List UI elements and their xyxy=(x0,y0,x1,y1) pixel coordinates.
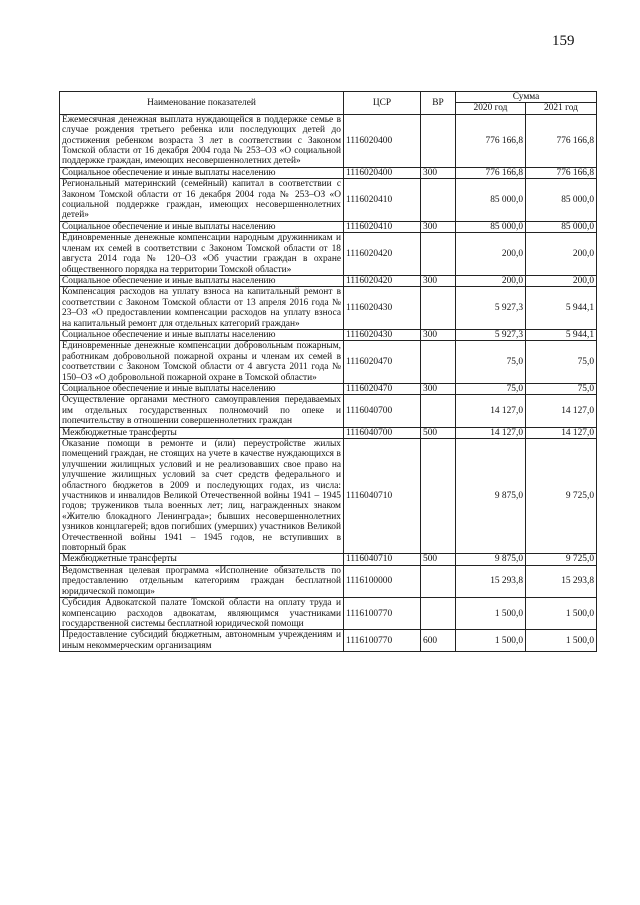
table-row xyxy=(60,630,597,652)
row-csr: 1116020400 xyxy=(344,114,421,167)
row-vr xyxy=(421,287,456,330)
table-row xyxy=(60,395,597,427)
row-sum-2021: 85 000,0 xyxy=(526,221,597,232)
table-row xyxy=(60,167,597,178)
row-name: Социальное обеспечение и иные выплаты населению xyxy=(60,167,344,178)
row-name: Ежемесячная денежная выплата нуждающейся в поддержке семье в случае рождения третьего ребенка или последующих детей до достижения ребенком возраста 3 лет в соответствии с Законом Томской области от 16 декабря 2004 года № 253–ОЗ «О социальной поддержке граждан, имеющих несовершеннолетних детей» xyxy=(60,114,344,167)
row-sum-2021: 5 944,1 xyxy=(526,287,597,330)
table-row xyxy=(60,383,597,394)
row-sum-2020: 75,0 xyxy=(456,341,526,384)
row-name: Субсидия Адвокатской палате Томской области на оплату труда и компенсацию расходов адвокатам, являющимся участниками государственной системы бесплатной юридической помощи xyxy=(60,598,344,630)
row-sum-2021: 1 500,0 xyxy=(526,630,597,652)
row-sum-2020: 14 127,0 xyxy=(456,395,526,427)
row-sum-2020: 9 875,0 xyxy=(456,554,526,565)
row-sum-2021: 75,0 xyxy=(526,341,597,384)
row-sum-2021: 85 000,0 xyxy=(526,179,597,222)
row-sum-2020: 200,0 xyxy=(456,233,526,276)
row-vr: 300 xyxy=(421,329,456,340)
row-sum-2021: 9 725,0 xyxy=(526,554,597,565)
row-vr xyxy=(421,439,456,554)
row-name: Социальное обеспечение и иные выплаты населению xyxy=(60,221,344,232)
row-name: Социальное обеспечение и иные выплаты населению xyxy=(60,383,344,394)
row-sum-2021: 5 944,1 xyxy=(526,329,597,340)
row-sum-2021: 776 166,8 xyxy=(526,167,597,178)
row-csr: 1116020420 xyxy=(344,233,421,276)
row-sum-2021: 75,0 xyxy=(526,383,597,394)
row-vr xyxy=(421,179,456,222)
table-row xyxy=(60,565,597,597)
table-row xyxy=(60,275,597,286)
row-sum-2020: 75,0 xyxy=(456,383,526,394)
row-vr: 500 xyxy=(421,427,456,438)
header-sum: Сумма xyxy=(456,92,597,103)
row-csr: 1116020420 xyxy=(344,275,421,286)
row-name: Социальное обеспечение и иные выплаты населению xyxy=(60,329,344,340)
row-vr xyxy=(421,341,456,384)
row-csr: 1116040700 xyxy=(344,427,421,438)
row-csr: 1116020470 xyxy=(344,383,421,394)
header-name: Наименование показателей xyxy=(60,92,344,115)
table-row xyxy=(60,221,597,232)
row-vr xyxy=(421,114,456,167)
row-vr: 300 xyxy=(421,167,456,178)
row-name: Социальное обеспечение и иные выплаты населению xyxy=(60,275,344,286)
budget-table xyxy=(59,91,597,652)
row-vr xyxy=(421,395,456,427)
row-name: Межбюджетные трансферты xyxy=(60,554,344,565)
table-row xyxy=(60,329,597,340)
row-csr: 1116100770 xyxy=(344,598,421,630)
row-vr: 300 xyxy=(421,275,456,286)
header-year-2021: 2021 год xyxy=(526,103,597,114)
header-csr: ЦСР xyxy=(344,92,421,115)
row-csr: 1116100770 xyxy=(344,630,421,652)
table-row xyxy=(60,598,597,630)
row-name: Осуществление органами местного самоуправления передаваемых им отдельных государственных полномочий по опеке и попечительству в отношении совершеннолетних граждан xyxy=(60,395,344,427)
row-sum-2021: 15 293,8 xyxy=(526,565,597,597)
table-row xyxy=(60,233,597,276)
row-csr: 1116020410 xyxy=(344,221,421,232)
row-name: Единовременные денежные компенсации добровольным пожарным, работникам добровольной пожарной охраны и членам их семей в соответствии с Законом Томской области от 4 августа 2011 года № 150–ОЗ «О добровольной пожарной охране в Томской области» xyxy=(60,341,344,384)
row-vr: 300 xyxy=(421,383,456,394)
row-sum-2020: 9 875,0 xyxy=(456,439,526,554)
row-name: Региональный материнский (семейный) капитал в соответствии с Законом Томской области от 16 декабря 2004 года № 253–ОЗ «О социальной поддержке граждан, имеющих несовершеннолетних детей» xyxy=(60,179,344,222)
row-sum-2020: 5 927,3 xyxy=(456,329,526,340)
row-name: Компенсация расходов на уплату взноса на капитальный ремонт в соответствии с Законом Томской области от 13 апреля 2016 года № 23–ОЗ «О предоставлении компенсации расходов на уплату взноса на капитальный ремонт для отдельных категорий граждан» xyxy=(60,287,344,330)
row-sum-2020: 1 500,0 xyxy=(456,630,526,652)
row-sum-2020: 85 000,0 xyxy=(456,221,526,232)
row-csr: 1116020410 xyxy=(344,179,421,222)
table-row xyxy=(60,554,597,565)
row-csr: 1116020400 xyxy=(344,167,421,178)
row-vr xyxy=(421,598,456,630)
row-vr xyxy=(421,565,456,597)
row-sum-2020: 15 293,8 xyxy=(456,565,526,597)
row-vr: 500 xyxy=(421,554,456,565)
row-sum-2020: 14 127,0 xyxy=(456,427,526,438)
page-number: 159 xyxy=(552,33,575,49)
row-sum-2021: 9 725,0 xyxy=(526,439,597,554)
row-sum-2021: 776 166,8 xyxy=(526,114,597,167)
row-sum-2021: 200,0 xyxy=(526,275,597,286)
row-sum-2021: 14 127,0 xyxy=(526,427,597,438)
row-csr: 1116040710 xyxy=(344,439,421,554)
row-sum-2020: 1 500,0 xyxy=(456,598,526,630)
row-sum-2021: 14 127,0 xyxy=(526,395,597,427)
row-sum-2020: 776 166,8 xyxy=(456,114,526,167)
row-name: Ведомственная целевая программа «Исполнение обязательств по предоставлению отдельным категориям граждан бесплатной юридической помощи» xyxy=(60,565,344,597)
row-vr: 600 xyxy=(421,630,456,652)
row-csr: 1116020430 xyxy=(344,329,421,340)
row-vr xyxy=(421,233,456,276)
row-sum-2020: 85 000,0 xyxy=(456,179,526,222)
row-sum-2021: 200,0 xyxy=(526,233,597,276)
header-vr: ВР xyxy=(421,92,456,115)
row-name: Оказание помощи в ремонте и (или) переустройстве жилых помещений граждан, не стоящих на учете в качестве нуждающихся в улучшении жилищных условий и не реализовавших свое право на улучшение жилищных условий за счет средств федерального и областного бюджетов в 2009 и последующих годах, из числа: участников и инвалидов Великой Отечественной войны 1941 – 1945 годов; тружеников тыла военных лет; лиц, награжденных знаком «Жителю блокадного Ленинграда»; бывших несовершеннолетних узников концлагерей; вдов погибших (умерших) участников Великой Отечественной войны 1941 – 1945 годов, не вступивших в повторный брак xyxy=(60,439,344,554)
row-csr: 1116100000 xyxy=(344,565,421,597)
table-row xyxy=(60,439,597,554)
row-csr: 1116040700 xyxy=(344,395,421,427)
row-csr: 1116040710 xyxy=(344,554,421,565)
row-name: Единовременные денежные компенсации народным дружинникам и членам их семей в соответствии с Законом Томской области от 18 августа 2014 года № 120–ОЗ «Об участии граждан в охране общественного порядка на территории Томской области» xyxy=(60,233,344,276)
row-csr: 1116020430 xyxy=(344,287,421,330)
table-row xyxy=(60,427,597,438)
row-sum-2020: 200,0 xyxy=(456,275,526,286)
table-row xyxy=(60,341,597,384)
row-sum-2020: 5 927,3 xyxy=(456,287,526,330)
row-sum-2021: 1 500,0 xyxy=(526,598,597,630)
table-row xyxy=(60,179,597,222)
header-year-2020: 2020 год xyxy=(456,103,526,114)
row-csr: 1116020470 xyxy=(344,341,421,384)
row-name: Предоставление субсидий бюджетным, автономным учреждениям и иным некоммерческим организациям xyxy=(60,630,344,652)
table-row xyxy=(60,114,597,167)
row-name: Межбюджетные трансферты xyxy=(60,427,344,438)
table-row xyxy=(60,287,597,330)
row-vr: 300 xyxy=(421,221,456,232)
row-sum-2020: 776 166,8 xyxy=(456,167,526,178)
